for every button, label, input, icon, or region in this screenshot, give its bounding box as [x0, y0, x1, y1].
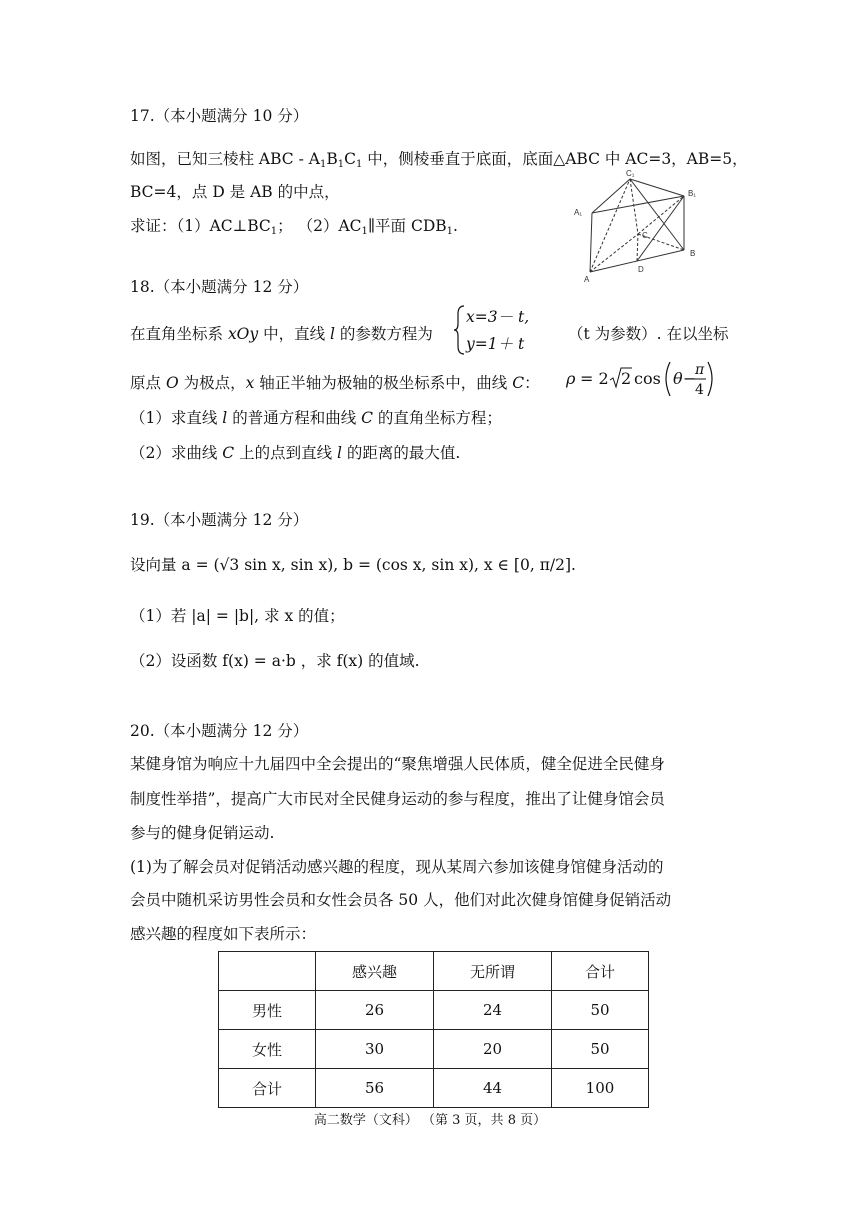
q18-sub2: （2）求曲线 C 上的点到直线 l 的距离的最大值.: [130, 444, 461, 462]
q17-line2: BC=4，点 D 是 AB 的中点，: [130, 183, 340, 201]
table-cell: 无所谓: [434, 952, 552, 991]
label-b: B: [690, 249, 696, 258]
svg-text:cos: cos: [634, 369, 661, 388]
table-cell: 50: [552, 991, 649, 1030]
q20-p1: 某健身馆为响应十九届四中全会提出的“聚焦增强人民体质，健全促进全民健身: [130, 755, 665, 773]
label-a1: A₁: [574, 208, 583, 217]
table-cell: 44: [434, 1069, 552, 1108]
svg-text:4: 4: [695, 382, 704, 398]
param-eq-2: y=1＋ t: [466, 335, 525, 353]
q17-line1: 如图，已知三棱柱 ABC - $A_1B_1C_1$ 中，侧棱垂直于底面，底面△ABC 中 AC=3，AB=5，: [130, 150, 748, 170]
q18-param: （t 为参数）. 在以坐标: [568, 325, 729, 343]
polar-equation: [566, 356, 716, 402]
table-header-row: [219, 952, 649, 991]
svg-text:ρ: ρ: [566, 369, 576, 388]
svg-text:−: −: [683, 369, 697, 388]
q19-title: 19.（本小题满分 12 分）: [130, 511, 309, 529]
table-cell: 感兴趣: [316, 952, 434, 991]
table-row: [219, 1030, 649, 1069]
brace-icon: [452, 304, 466, 356]
page-footer: 高二数学（文科） （第 3 页，共 8 页）: [313, 1113, 547, 1128]
svg-text:π: π: [695, 362, 705, 378]
label-b1: B₁: [688, 189, 697, 198]
label-d: D: [638, 265, 644, 274]
table-cell: 男性: [219, 991, 316, 1030]
svg-text:θ: θ: [673, 369, 683, 388]
table-cell: 24: [434, 991, 552, 1030]
prism-figure: [566, 166, 706, 286]
table-cell: 100: [552, 1069, 649, 1108]
q18-title: 18.（本小题满分 12 分）: [130, 278, 309, 296]
q18-sub1: （1）求直线 l 的普通方程和曲线 C 的直角坐标方程；: [130, 409, 502, 427]
table-row: [219, 1069, 649, 1108]
q20-title: 20.（本小题满分 12 分）: [130, 722, 309, 740]
q20-p5: 会员中随机采访男性会员和女性会员各 50 人，他们对此次健身馆健身促销活动: [130, 891, 672, 909]
label-c: C: [642, 231, 648, 240]
q18-line1: 在直角坐标系 xOy 中，直线 l 的参数方程为: [130, 325, 433, 343]
label-c1: C₁: [626, 169, 635, 178]
table-cell: [219, 952, 316, 991]
label-a: A: [584, 275, 590, 284]
q18-line2: 原点 O 为极点，x 轴正半轴为极轴的极坐标系中，曲线 C：: [130, 374, 540, 392]
param-eq-1: x=3－ t,: [466, 308, 530, 326]
q20-p2: 制度性举措”，提高广大市民对全民健身运动的参与程度，推出了让健身馆会员: [130, 790, 665, 808]
svg-text:2: 2: [621, 369, 632, 388]
table-cell: 20: [434, 1030, 552, 1069]
q19-sub2: （2）设函数 f(x) = a·b ，求 f(x) 的值域.: [130, 652, 420, 670]
q19-line1: 设向量 a = (√3 sin x, sin x), b = (cos x, sin x), x ∈ [0, π/2].: [130, 556, 576, 574]
table-cell: 女性: [219, 1030, 316, 1069]
table-cell: 合计: [552, 952, 649, 991]
q17-title: 17.（本小题满分 10 分）: [130, 107, 309, 125]
table-cell: 合计: [219, 1069, 316, 1108]
q20-p6: 感兴趣的程度如下表所示：: [130, 925, 317, 943]
table-row: [219, 991, 649, 1030]
q17-prove: 求证：$(1)AC\perp BC_1$； $(2)AC_1\parallel$平面 $CDB_1$.: [130, 217, 458, 237]
q19-sub1: （1）若 |a| = |b|, 求 x 的值；: [130, 607, 345, 625]
table-cell: 50: [552, 1030, 649, 1069]
svg-text:= 2: = 2: [580, 369, 609, 388]
q20-p3: 参与的健身促销运动.: [130, 824, 275, 842]
table-cell: 56: [316, 1069, 434, 1108]
q20-p4: (1)为了解会员对促销活动感兴趣的程度，现从某周六参加该健身馆健身活动的: [130, 858, 664, 876]
table-cell: 26: [316, 991, 434, 1030]
interest-table: [218, 951, 649, 1108]
table-cell: 30: [316, 1030, 434, 1069]
